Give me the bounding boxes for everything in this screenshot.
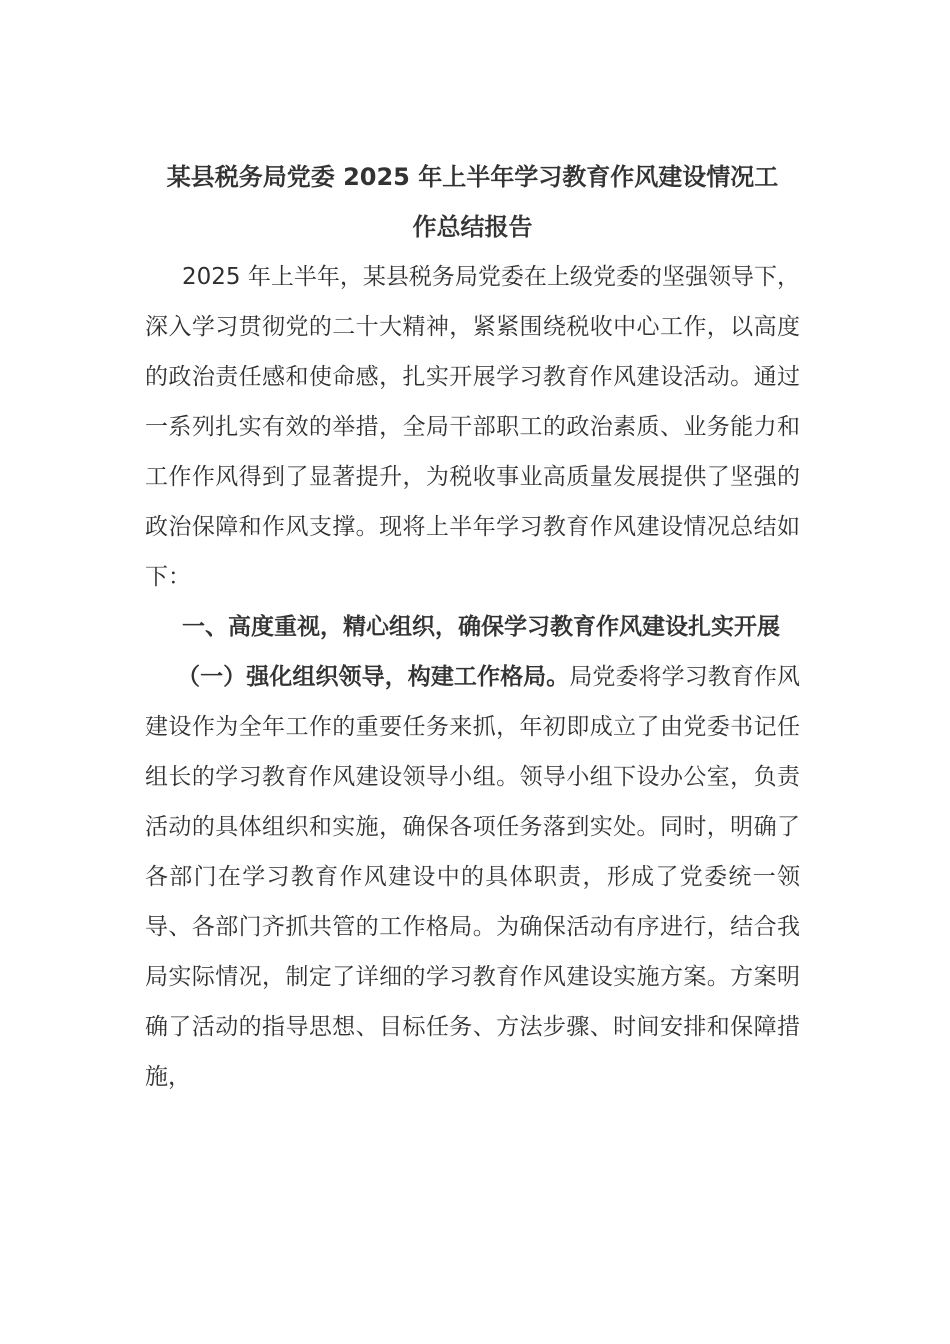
subsection-lead: （一）强化组织领导，构建工作格局。 — [177, 664, 570, 690]
intro-paragraph: 2025 年上半年，某县税务局党委在上级党委的坚强领导下，深入学习贯彻党的二十大精神，紧紧围绕税收中心工作，以高度的政治责任感和使命感，扎实开展学习教育作风建设活动。通过一系列扎实有效的举措，全局干部职工的政治素质、业务能力和工作作风得到了显著提升，为税收事业高质量发展提供了坚强的政治保障和作风支撑。现将上半年学习教育作风建设情况总结如下： — [145, 264, 800, 590]
document-title-line-1: 某县税务局党委 2025 年上半年学习教育作风建设情况工 — [166, 163, 779, 191]
document-body — [145, 152, 800, 1102]
subsection-body: 局党委将学习教育作风建设作为全年工作的重要任务来抓，年初即成立了由党委书记任组长的学习教育作风建设领导小组。领导小组下设办公室，负责活动的具体组织和实施，确保各项任务落到实处。同时，明确了各部门在学习教育作风建设中的具体职责，形成了党委统一领导、各部门齐抓共管的工作格局。为确保活动有序进行，结合我局实际情况，制定了详细的学习教育作风建设实施方案。方案明确了活动的指导思想、目标任务、方法步骤、时间安排和保障措施， — [145, 664, 801, 1090]
section-1-subsection-1 — [145, 652, 800, 1102]
section-1-heading: 一、高度重视，精心组织，确保学习教育作风建设扎实开展 — [182, 614, 780, 640]
document-title — [145, 152, 800, 252]
document-title-line-2: 作总结报告 — [412, 213, 533, 241]
